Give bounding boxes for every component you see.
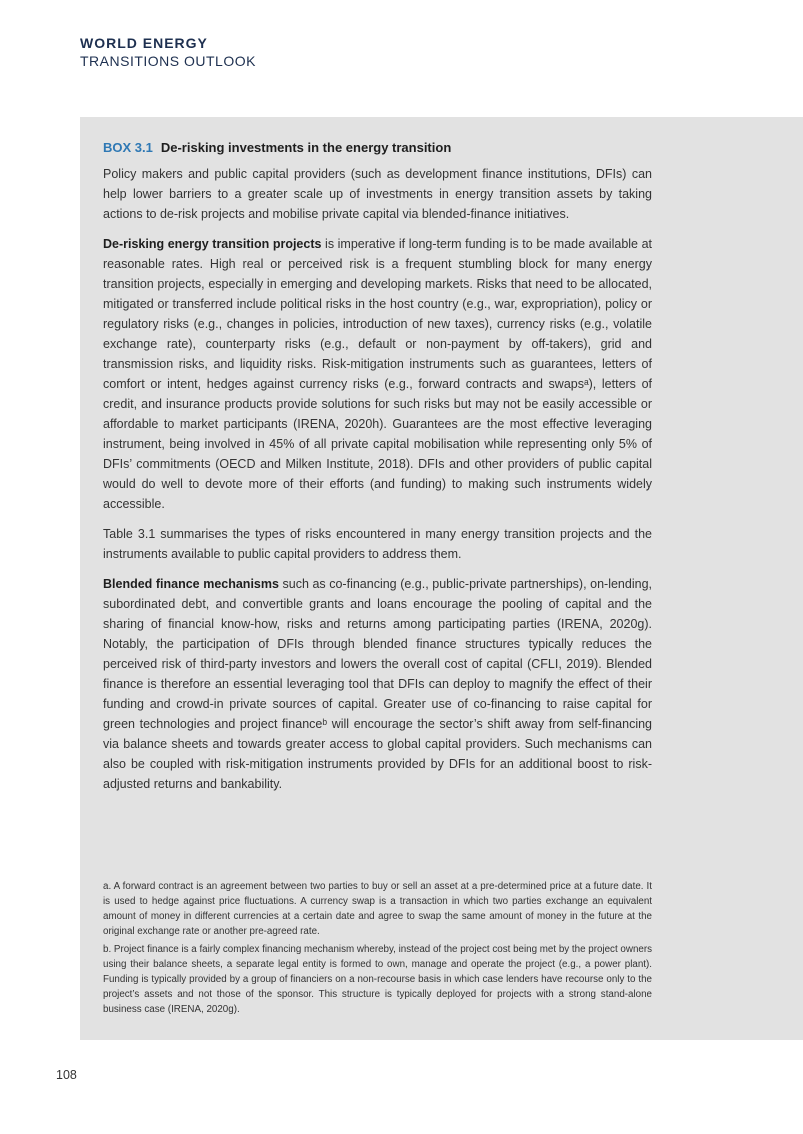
paragraph-text: such as co-financing (e.g., public-private partnerships), on-lending, subordinated debt, and convertible grants and loans encourage the pooling of capital and the sharing of financial know-how, risks and returns among participating parties (IRENA, 2020g). Notably, the participation of DFIs through blended finance structures typically reduces the perceived risk of third-party investors and lowers the overall cost of capital (CFLI, 2019). Blended finance is therefore an essential leveraging tool that DFIs can deploy to magnify the effect of their funding and crowd-in private sources of capital. Greater use of co-financing to raise capital for green technologies and project financeᵇ will encourage the sector’s shift away from self-financing via balance sheets and towards greater access to global capital providers. Such mechanisms can also be coupled with risk-mitigation instruments provided by DFIs for an additional boost to risk-adjusted returns and bankability. [103, 577, 652, 791]
paragraph-intro [103, 164, 652, 224]
paragraph-lead: De-risking energy transition projects [103, 237, 322, 251]
box-content [103, 139, 652, 804]
footnote-b: b. Project finance is a fairly complex financing mechanism whereby, instead of the project cost being met by the project owners using their balance sheets, a separate legal entity is formed to own, manage and operate the project (e.g., a power plant). Funding is typically provided by a group of financiers on a non-recourse basis in which case lenders have recourse only to the project’s assets and not those of the sponsor. This structure is typically deployed for projects with a strong stand-alone business case (IRENA, 2020g). [103, 944, 652, 1015]
box-panel [80, 117, 803, 1040]
footnotes [103, 879, 652, 1020]
report-title-line2: TRANSITIONS OUTLOOK [80, 53, 256, 69]
box-number: BOX 3.1 [103, 140, 153, 155]
box-heading: De-risking investments in the energy transition [160, 140, 452, 155]
document-header [80, 34, 256, 70]
paragraph-text: Policy makers and public capital providers (such as development finance institutions, DFIs) can help lower barriers to a greater scale up of investments in energy transition assets by taking actions to de-risk projects and mobilise private capital via blended-finance initiatives. [103, 167, 652, 221]
paragraph-lead: Blended finance mechanisms [103, 577, 279, 591]
paragraph-table-summary [103, 524, 652, 564]
box-title [103, 139, 652, 157]
footnote-a: a. A forward contract is an agreement between two parties to buy or sell an asset at a pre-determined price at a future date. It is used to hedge against price fluctuations. A currency swap is a transaction in which two parties exchange an equivalent amount of money in different currencies at a certain date and agree to swap the same amount of money in the future at the original exchange rate or another pre-agreed rate. [103, 881, 652, 937]
paragraph-blended-finance [103, 574, 652, 794]
paragraph-de-risking [103, 234, 652, 514]
page-number: 108 [56, 1068, 77, 1082]
paragraph-text: is imperative if long-term funding is to be made available at reasonable rates. High real or perceived risk is a frequent stumbling block for many energy transition projects, especially in emerging and developing markets. Risks that need to be allocated, mitigated or transferred include political risks in the host country (e.g., war, expropriation), policy or regulatory risks (e.g., changes in policies, introduction of new taxes), currency risks (e.g., volatile exchange rate), counterparty risks (e.g., default or non-payment by off-takers), grid and transmission risks, and liquidity risks. Risk-mitigation instruments such as guarantees, letters of comfort or intent, hedges against currency risks (e.g., forward contracts and swapsᵃ), letters of credit, and insurance products provide solutions for such risks but may not be easily accessible or affordable to market participants (IRENA, 2020h). Guarantees are the most effective leveraging instrument, being involved in 45% of all private capital mobilisation while representing only 5% of DFIs’ commitments (OECD and Milken Institute, 2018). DFIs and other providers of public capital would do well to devote more of their efforts (and funding) to making such instruments widely accessible. [103, 237, 653, 511]
report-title-line1: WORLD ENERGY [80, 35, 208, 51]
paragraph-text: Table 3.1 summarises the types of risks encountered in many energy transition projects and the instruments available to public capital providers to address them. [103, 527, 652, 561]
